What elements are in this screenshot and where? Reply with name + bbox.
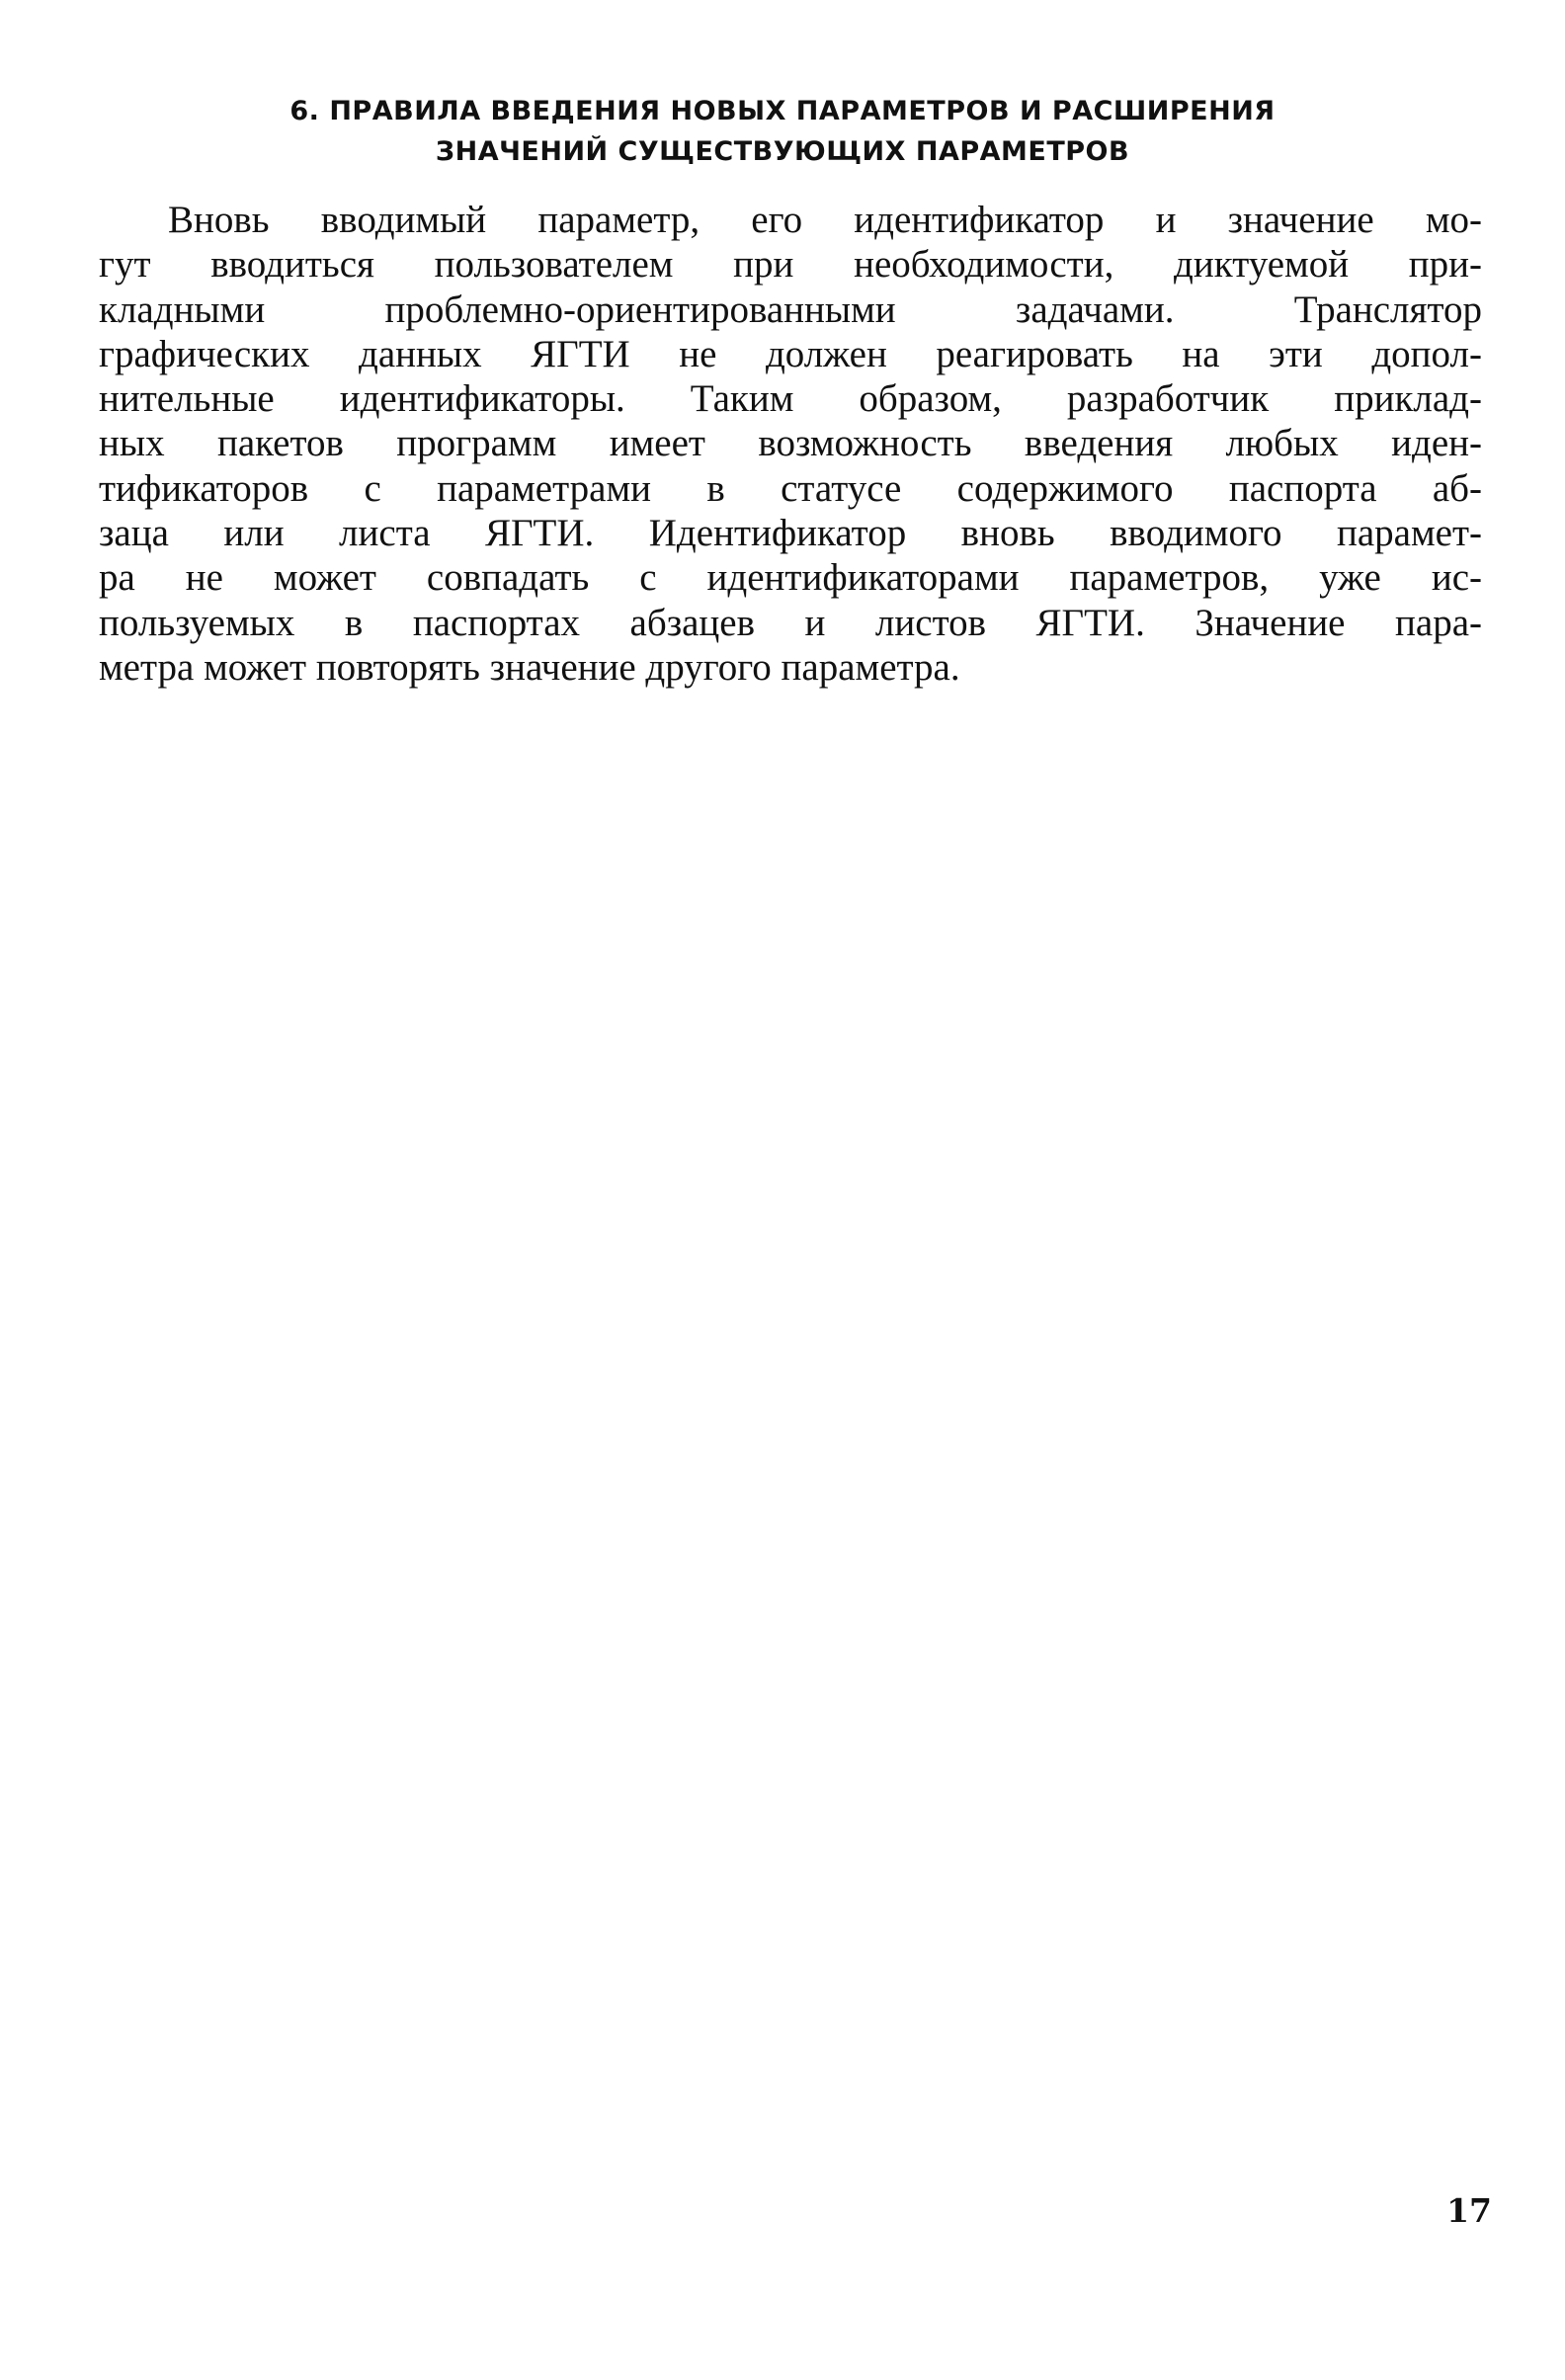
section-heading-line: 6. ПРАВИЛА ВВЕДЕНИЯ НОВЫХ ПАРАМЕТРОВ И РАСШИРЕНИЯ — [289, 96, 1276, 126]
paragraph-line: заца или листа ЯГТИ. Идентификатор вновь вводимого парамет- — [99, 512, 1482, 555]
paragraph-line: гут вводиться пользователем при необходимости, диктуемой при- — [99, 243, 1482, 287]
paragraph-line: ра не может совпадать с идентификаторами параметров, уже ис- — [99, 556, 1482, 600]
paragraph-line: метра может повторять значение другого параметра. — [99, 645, 960, 689]
paragraph-line: ных пакетов программ имеет возможность введения любых иден- — [99, 422, 1482, 465]
paragraph-line: графических данных ЯГТИ не должен реагировать на эти допол- — [99, 332, 1482, 375]
section-heading-line: ЗНАЧЕНИЙ СУЩЕСТВУЮЩИХ ПАРАМЕТРОВ — [435, 136, 1130, 167]
paragraph-line: нительные идентификаторы. Таким образом, разработчик приклад- — [99, 377, 1482, 421]
paragraph-line: пользуемых в паспортах абзацев и листов ЯГТИ. Значение пара- — [99, 601, 1482, 644]
paragraph-line: тификаторов с параметрами в статусе содержимого паспорта аб- — [99, 466, 1482, 510]
paragraph-line: кладными проблемно-ориентированными задачами. Транслятор — [99, 287, 1482, 331]
paragraph-line: Вновь вводимый параметр, его идентификатор и значение мо- — [168, 199, 1482, 241]
section-body-paragraph — [99, 198, 1482, 690]
page-number: 17 — [1446, 2191, 1492, 2230]
section-heading — [158, 91, 1407, 172]
